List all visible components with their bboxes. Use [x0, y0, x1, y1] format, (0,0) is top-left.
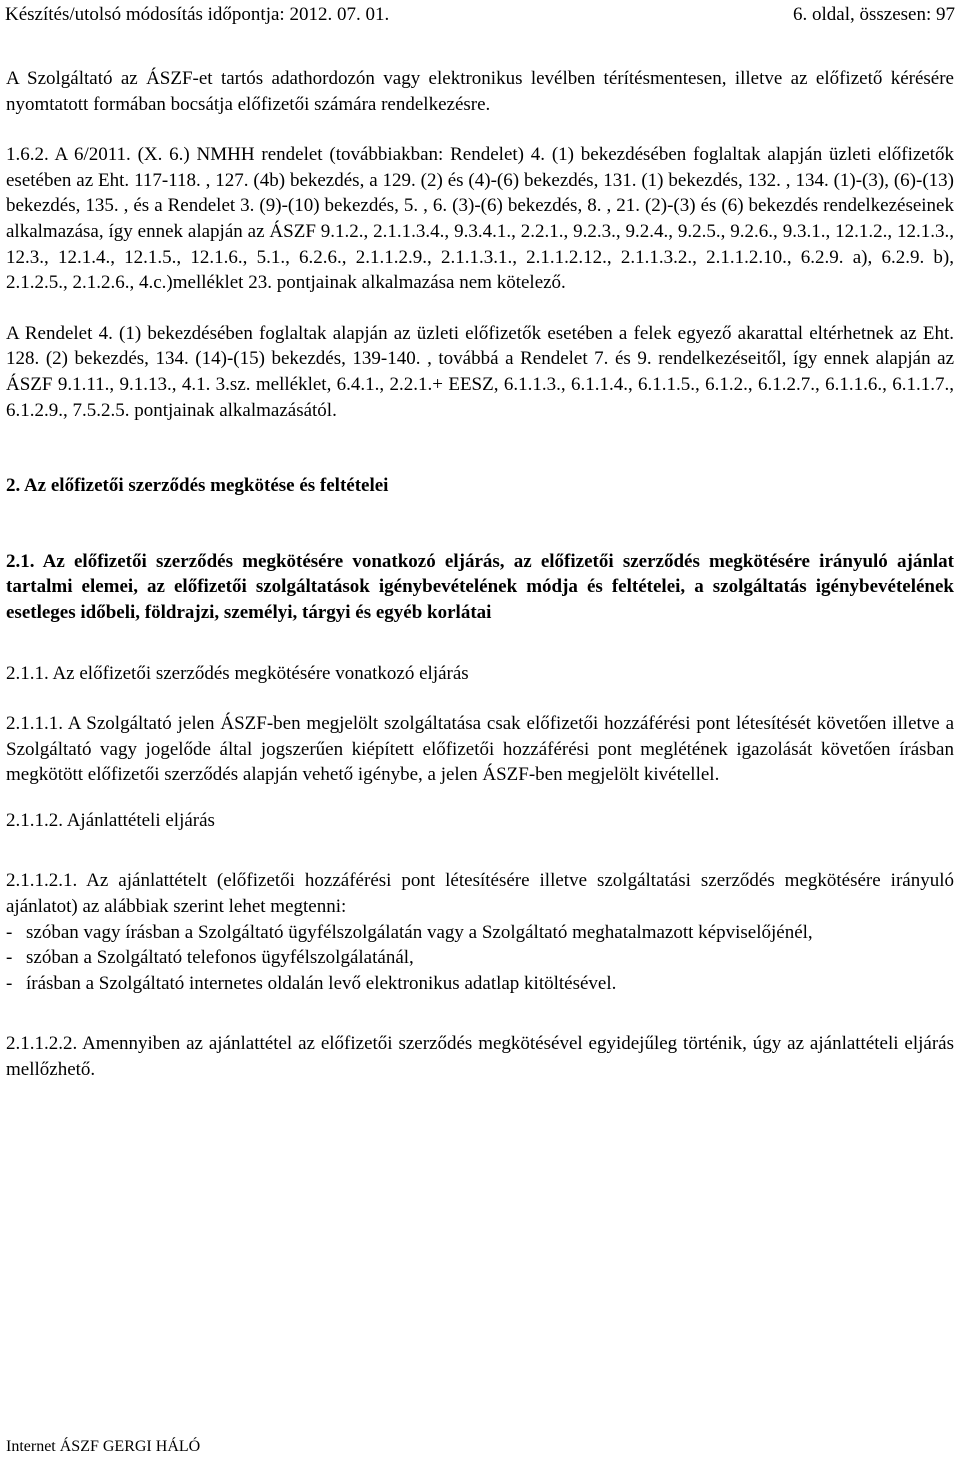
list-dash: - — [6, 921, 13, 943]
page-footer: Internet ÁSZF GERGI HÁLÓ — [6, 1438, 201, 1455]
paragraph-2-1-1-2-1: 2.1.1.2.1. Az ajánlattételt (előfizetői hozzáférési pont létesítésére illetve szolgáltatási szerződés megkötésére irányuló ajánlatot) az alábbiak szerint lehet megtenni: — [6, 870, 954, 918]
list-item: - írásban a Szolgáltató internetes oldalán levő elektronikus adatlap kitöltésével. — [6, 971, 954, 997]
list-item: - szóban a Szolgáltató telefonos ügyfélszolgálatánál, — [6, 945, 954, 971]
paragraph-2-1-1-1: 2.1.1.1. A Szolgáltató jelen ÁSZF-ben megjelölt szolgáltatása csak előfizetői hozzáférési pont létesítését követően illetve a Szolgáltató vagy jogelőde által jogszerűen kiépített előfizetői hozzáférési pont meglétének igazolását követően írásban megkötött előfizetői szerződés alapján vehető igénybe, a jelen ÁSZF-ben megjelölt kivétellel. — [6, 713, 954, 786]
section-heading-2-1-1: 2.1.1. Az előfizetői szerződés megkötésére vonatkozó eljárás — [6, 662, 469, 684]
page-header — [5, 2, 955, 28]
list-dash: - — [6, 947, 13, 969]
paragraph-aszf-availability: A Szolgáltató az ÁSZF-et tartós adathordozón vagy elektronikus levélben térítésmentesen, illetve az előfizető kérésére nyomtatott formában bocsátja előfizetői számára rendelkezésre. — [6, 68, 954, 115]
section-heading-2-1-1-2: 2.1.1.2. Ajánlattételi eljárás — [6, 809, 215, 831]
header-timestamp: Készítés/utolsó módosítás időpontja: 2012. 07. 01. — [5, 4, 390, 25]
list-item: - szóban vagy írásban a Szolgáltató ügyfélszolgálatán vagy a Szolgáltató meghatalmazott képviselőjénél, — [6, 920, 954, 946]
section-heading-2-1: 2.1. Az előfizetői szerződés megkötésére vonatkozó eljárás, az előfizetői szerződés megkötésére irányuló ajánlat tartalmi elemei, az előfizetői szolgáltatások igénybevételének módja és feltételei, a szolgáltatás igénybevételének esetleges időbeli, földrajzi, személyi, tárgyi és egyéb korlátai — [6, 550, 954, 623]
paragraph-rendelet-4: A Rendelet 4. (1) bekezdésében foglaltak alapján az üzleti előfizetők esetében a felek egyező akarattal eltérhetnek az Eht. 128. (2) bekezdés, 134. (14)-(15) bekezdés, 139-140. , továbbá a Rendelet 7. és 9. rendelkezéseitől, így ennek alapján az ÁSZF 9.1.11., 9.1.13., 4.1. 3.sz. melléklet, 6.4.1., 2.2.1.+ EESZ, 6.1.1.3., 6.1.1.4., 6.1.1.5., 6.1.2., 6.1.2.7., 6.1.1.6., 6.1.1.7., 6.1.2.9., 7.5.2.5. pontjainak alkalmazásától. — [6, 322, 954, 421]
header-page-number: 6. oldal, összesen: 97 — [792, 4, 955, 25]
document-body — [6, 66, 954, 1083]
list-dash: - — [6, 972, 13, 994]
section-heading-2: 2. Az előfizetői szerződés megkötése és feltételei — [6, 475, 389, 497]
paragraph-2-1-1-2-2: 2.1.1.2.2. Amennyiben az ajánlattétel az előfizetői szerződés megkötésével egyidejűleg történik, úgy az ajánlattételi eljárás mellőzhető. — [6, 1033, 954, 1081]
paragraph-1-6-2: 1.6.2. A 6/2011. (X. 6.) NMHH rendelet (továbbiakban: Rendelet) 4. (1) bekezdésében foglaltak alapján üzleti előfizetők esetében az Eht. 117-118. , 127. (4b) bekezdés, a 129. (2) és (4)-(6) bekezdés, 131. (1) bekezdés, 132. , 134. (1)-(3), (6)-(13) bekezdés, 135. , és a Rendelet 3. (9)-(10) bekezdés, 5. , 6. (3)-(6) bekezdés, 8. , 21. (2)-(3) és (6) bekezdés rendelkezéseinek alkalmazása, így ennek alapján az ÁSZF 9.1.2., 2.1.1.3.4., 9.3.4.1., 2.2.1., 9.2.3., 9.2.4., 9.2.5., 9.2.6., 9.3.1., 12.1.2., 12.1.3., 12.3., 12.1.4., 12.1.5., 12.1.6., 5.1., 6.2.6., 2.1.1.2.9., 2.1.1.3.1., 2.1.1.2.12., 2.1.1.3.2., 2.1.1.2.10., 6.2.9. a), 6.2.9. b), 2.1.2.5., 2.1.2.6., 4.c.)melléklet 23. pontjainak alkalmazása nem kötelező. — [6, 144, 954, 294]
offer-channels-list — [6, 920, 954, 997]
